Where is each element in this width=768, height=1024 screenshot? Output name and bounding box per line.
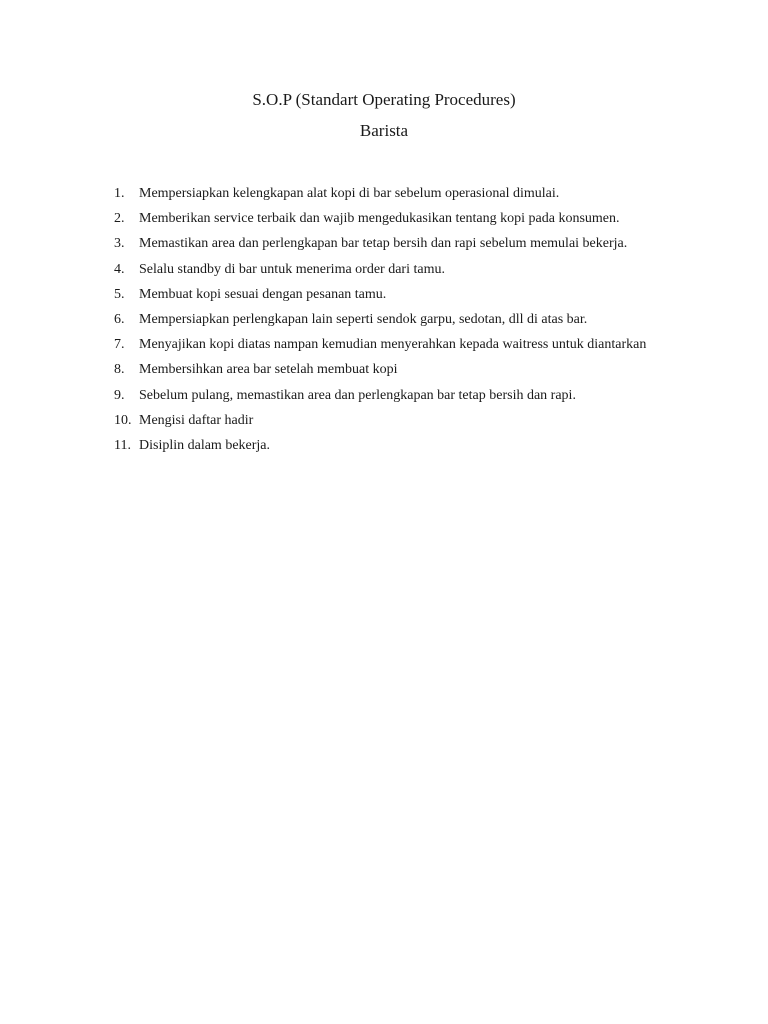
list-item <box>114 206 674 231</box>
list-item-number: 7. <box>114 337 125 353</box>
document-subtitle: Barista <box>359 121 409 140</box>
list-item-text: Menyajikan kopi diatas nampan kemudian menyerahkan kepada waitress untuk diantarkan <box>139 337 647 353</box>
list-item-text: Memastikan area dan perlengkapan bar tetap bersih dan rapi sebelum memulai bekerja. <box>139 236 628 252</box>
list-item-number: 2. <box>114 211 125 227</box>
list-item-number: 4. <box>114 261 125 277</box>
list-item <box>114 181 674 206</box>
list-item <box>114 231 674 256</box>
list-item <box>114 257 674 282</box>
list-item-text: Membersihkan area bar setelah membuat kopi <box>139 362 398 378</box>
sop-list <box>114 181 674 458</box>
list-item-text: Sebelum pulang, memastikan area dan perlengkapan bar tetap bersih dan rapi. <box>139 387 576 403</box>
document-title: S.O.P (Standart Operating Procedures) <box>252 90 516 109</box>
list-item-number: 1. <box>114 186 125 201</box>
list-item-text: Mempersiapkan perlengkapan lain seperti sendok garpu, sedotan, dll di atas bar. <box>139 312 588 328</box>
list-item <box>114 408 674 433</box>
list-item <box>114 383 674 408</box>
list-item-text: Mempersiapkan kelengkapan alat kopi di bar sebelum operasional dimulai. <box>139 186 560 201</box>
list-item <box>114 332 674 357</box>
list-item <box>114 433 674 458</box>
list-item-number: 5. <box>114 286 125 302</box>
list-item <box>114 307 674 332</box>
list-item-number: 8. <box>114 362 125 378</box>
list-item-number: 3. <box>114 236 125 252</box>
list-item-text: Selalu standby di bar untuk menerima order dari tamu. <box>139 261 445 277</box>
list-item-number: 10. <box>114 412 132 428</box>
list-item-text: Disiplin dalam bekerja. <box>139 438 271 454</box>
list-item-text: Membuat kopi sesuai dengan pesanan tamu. <box>139 286 387 302</box>
list-item <box>114 357 674 382</box>
list-item-text: Mengisi daftar hadir <box>139 412 254 428</box>
list-item-number: 11. <box>114 438 131 454</box>
list-item-number: 9. <box>114 387 125 403</box>
list-item <box>114 282 674 307</box>
list-item-number: 6. <box>114 312 125 328</box>
list-item-text: Memberikan service terbaik dan wajib mengedukasikan tentang kopi pada konsumen. <box>139 211 620 227</box>
